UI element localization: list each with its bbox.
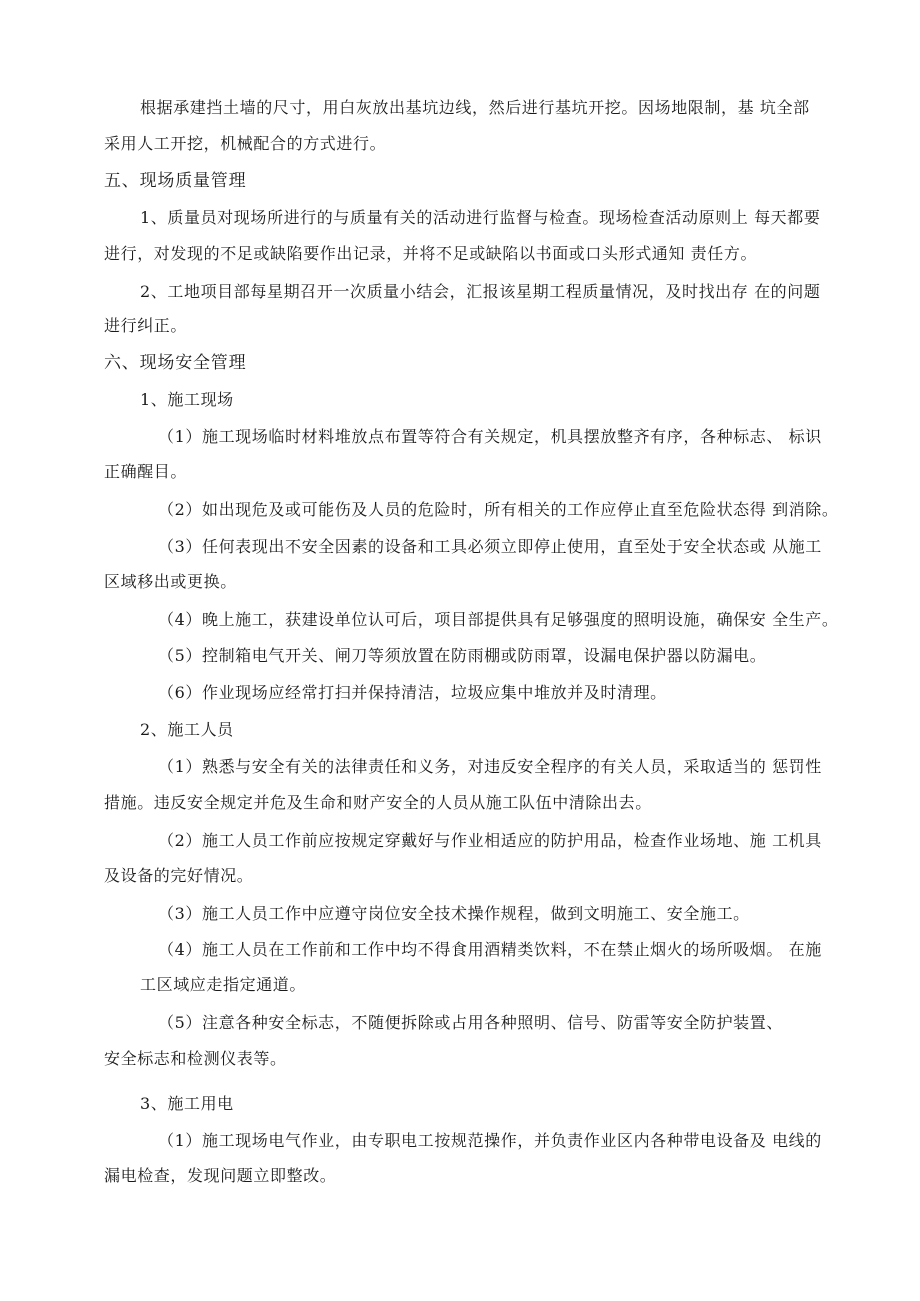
subsection-1-item-6-line-1: （6）作业现场应经常打扫并保持清洁，垃圾应集中堆放并及时清理。 <box>158 683 667 702</box>
subsection-2-item-4-line-2: 工区域应走指定通道。 <box>140 975 307 994</box>
section-5-item-1-line-2: 进行，对发现的不足或缺陷要作出记录，并将不足或缺陷以书面或口头形式通知 责任方。 <box>104 244 758 263</box>
subsection-3-heading: 3、施工用电 <box>140 1094 234 1113</box>
subsection-2-item-5-line-1: （5）注意各种安全标志，不随便拆除或占用各种照明、信号、防雷等安全防护装置、 <box>158 1013 783 1032</box>
subsection-2-heading: 2、施工人员 <box>140 720 234 739</box>
subsection-1-heading: 1、施工现场 <box>140 390 234 409</box>
subsection-1-item-3-line-1: （3）任何表现出不安全因素的设备和工具必须立即停止使用，直至处于安全状态或 从施工 <box>158 537 822 556</box>
subsection-1-item-2-line-1: （2）如出现危及或可能伤及人员的危险时，所有相关的工作应停止直至危险状态得 到消除。 <box>158 500 839 519</box>
section-5-item-2-line-2: 进行纠正。 <box>104 316 188 335</box>
subsection-1-item-4-line-1: （4）晚上施工，获建设单位认可后，项目部提供具有足够强度的照明设施，确保安 全生产。 <box>158 610 839 629</box>
subsection-2-item-2-line-1: （2）施工人员工作前应按规定穿戴好与作业相适应的防护用品，检查作业场地、施 工机具 <box>158 831 822 850</box>
subsection-2-item-1-line-2: 措施。违反安全规定并危及生命和财产安全的人员从施工队伍中清除出去。 <box>104 793 652 812</box>
subsection-2-item-5-line-2: 安全标志和检测仪表等。 <box>104 1049 287 1068</box>
subsection-2-item-1-line-1: （1）熟悉与安全有关的法律责任和义务，对违反安全程序的有关人员，采取适当的 惩罚性 <box>158 757 822 776</box>
subsection-1-item-1-line-1: （1）施工现场临时材料堆放点布置等符合有关规定，机具摆放整齐有序，各种标志、 标识 <box>158 427 822 446</box>
subsection-1-item-1-line-2: 正确醒目。 <box>104 462 188 481</box>
subsection-3-item-1-line-1: （1）施工现场电气作业，由专职电工按规范操作，并负责作业区内各种带电设备及 电线的 <box>158 1131 822 1150</box>
section-5-heading: 五、现场质量管理 <box>104 171 247 191</box>
intro-line-2: 采用人工开挖，机械配合的方式进行。 <box>104 134 387 153</box>
subsection-1-item-5-line-1: （5）控制箱电气开关、闸刀等须放置在防雨棚或防雨罩，设漏电保护器以防漏电。 <box>158 646 767 665</box>
section-5-item-2-line-1: 2、工地项目部每星期召开一次质量小结会，汇报该星期工程质量情况，及时找出存 在的问题 <box>140 282 821 301</box>
intro-line-1: 根据承建挡土墙的尺寸，用白灰放出基坑边线，然后进行基坑开挖。因场地限制，基 坑全部 <box>140 98 810 117</box>
subsection-2-item-2-line-2: 及设备的完好情况。 <box>104 866 254 885</box>
section-6-heading: 六、现场安全管理 <box>104 353 247 373</box>
subsection-2-item-3-line-1: （3）施工人员工作中应遵守岗位安全技术操作规程，做到文明施工、安全施工。 <box>158 904 750 923</box>
subsection-1-item-3-line-2: 区域移出或更换。 <box>104 572 237 591</box>
section-5-item-1-line-1: 1、质量员对现场所进行的与质量有关的活动进行监督与检查。现场检查活动原则上 每天都要 <box>140 208 821 227</box>
subsection-2-item-4-line-1: （4）施工人员在工作前和工作中均不得食用酒精类饮料，不在禁止烟火的场所吸烟。 在施 <box>158 940 822 959</box>
subsection-3-item-1-line-2: 漏电检查，发现问题立即整改。 <box>104 1166 337 1185</box>
